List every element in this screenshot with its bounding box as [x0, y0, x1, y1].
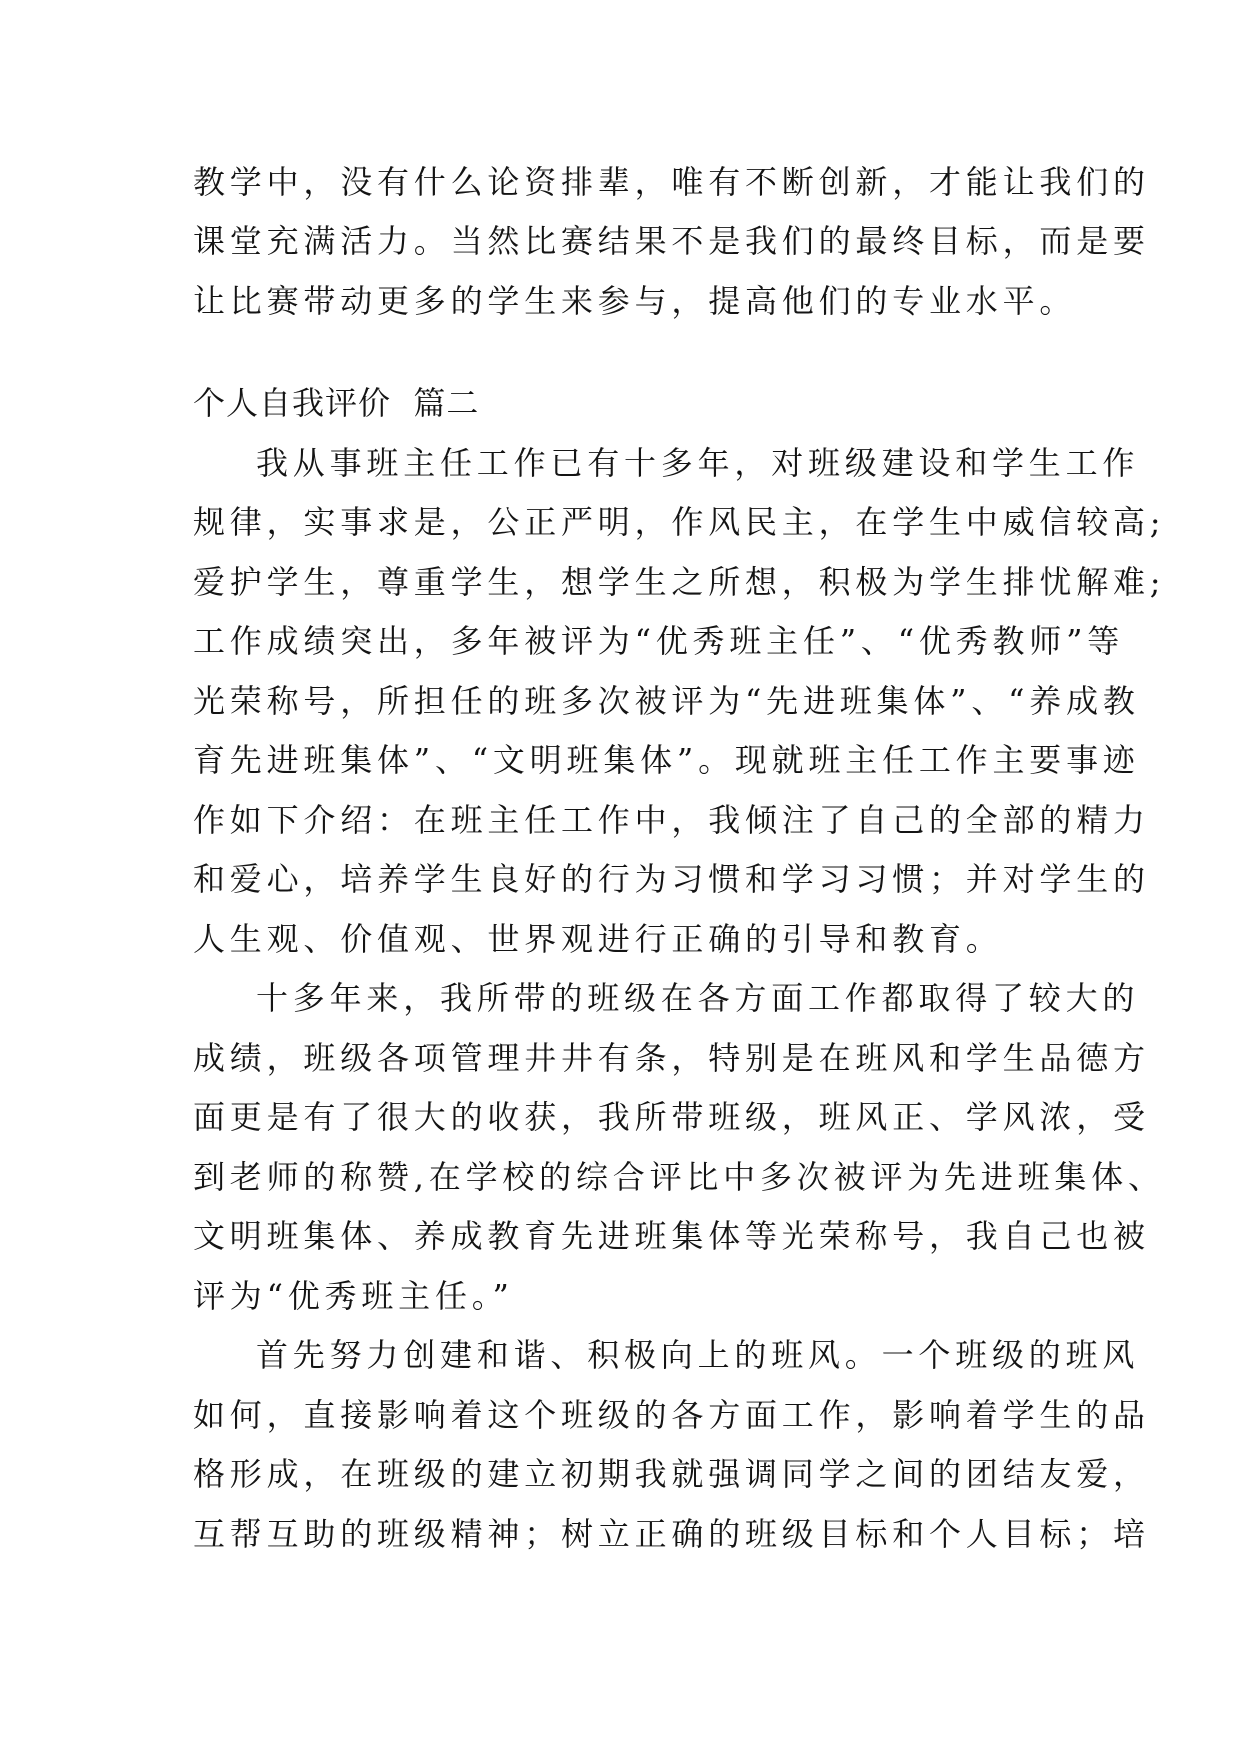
para1-line-8: 和爱心，培养学生良好的行为习惯和学习习惯；并对学生的	[193, 860, 1150, 898]
para1-line-4: 工作成绩突出，多年被评为“优秀班主任”、“优秀教师”等	[193, 622, 1125, 660]
para2-line-2: 成绩，班级各项管理井井有条，特别是在班风和学生品德方	[193, 1039, 1150, 1077]
para2-line-3: 面更是有了很大的收获，我所带班级，班风正、学风浓，受	[193, 1098, 1150, 1136]
para3-line-4: 互帮互助的班级精神；树立正确的班级目标和个人目标；培	[193, 1515, 1150, 1553]
para2-line-1: 十多年来，我所带的班级在各方面工作都取得了较大的	[256, 979, 1140, 1017]
para1-line-3: 爱护学生，尊重学生，想学生之所想，积极为学生排忧解难;	[193, 563, 1166, 601]
intro-line-2: 课堂充满活力。当然比赛结果不是我们的最终目标，而是要	[193, 222, 1150, 260]
intro-line-1: 教学中，没有什么论资排辈，唯有不断创新，才能让我们的	[193, 163, 1150, 201]
para2-line-6: 评为“优秀班主任。”	[193, 1277, 514, 1315]
para3-line-1: 首先努力创建和谐、积极向上的班风。一个班级的班风	[256, 1336, 1140, 1374]
para1-line-5: 光荣称号，所担任的班多次被评为“先进班集体”、“养成教	[193, 682, 1140, 720]
para1-line-7: 作如下介绍：在班主任工作中，我倾注了自己的全部的精力	[193, 801, 1150, 839]
para1-line-6: 育先进班集体”、“文明班集体”。现就班主任工作主要事迹	[193, 741, 1140, 779]
para2-line-5: 文明班集体、养成教育先进班集体等光荣称号，我自己也被	[193, 1217, 1150, 1255]
section-heading: 个人自我评价 篇二	[193, 384, 480, 422]
intro-line-3: 让比赛带动更多的学生来参与，提高他们的专业水平。	[193, 282, 1077, 320]
para2-line-4: 到老师的称赞,在学校的综合评比中多次被评为先进班集体、	[193, 1158, 1165, 1196]
para3-line-2: 如何，直接影响着这个班级的各方面工作，影响着学生的品	[193, 1396, 1150, 1434]
para1-line-2: 规律，实事求是，公正严明，作风民主，在学生中威信较高;	[193, 503, 1166, 541]
para1-line-1: 我从事班主任工作已有十多年，对班级建设和学生工作	[256, 444, 1140, 482]
para3-line-3: 格形成，在班级的建立初期我就强调同学之间的团结友爱，	[193, 1455, 1150, 1493]
para1-line-9: 人生观、价值观、世界观进行正确的引导和教育。	[193, 920, 1003, 958]
